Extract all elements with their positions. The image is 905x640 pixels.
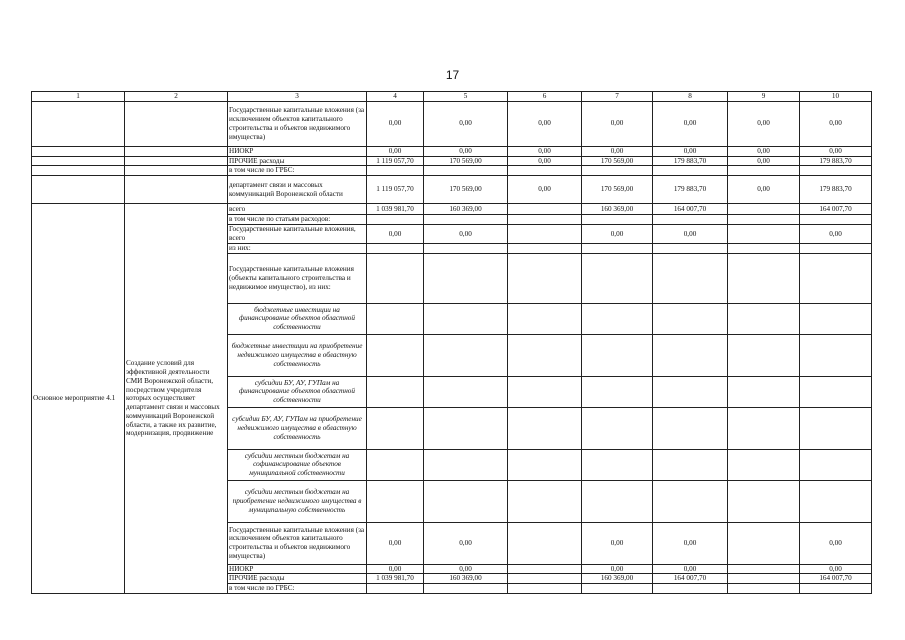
value-cell — [582, 407, 653, 449]
row-label: бюджетные инвестиции на финансирование объектов областной собственности — [228, 303, 367, 334]
header-cell: 10 — [800, 92, 872, 102]
value-cell — [508, 584, 582, 594]
value-cell: 0,00 — [800, 224, 872, 243]
row-label: субсидии местным бюджетам на софинансирование объектов муниципальной собственности — [228, 449, 367, 480]
event-name: Создание условий для эффективной деятельности СМИ Воронежской области, посредством учредителя которых осуществляет департамент связи и массовых коммуникаций Воронежской области, а также их развитие, модернизация, продвижение — [125, 204, 228, 594]
value-cell — [582, 480, 653, 522]
value-cell — [800, 584, 872, 594]
row-label: из них: — [228, 243, 367, 253]
value-cell: 170 569,00 — [582, 176, 653, 204]
value-cell: 0,00 — [582, 522, 653, 564]
value-cell — [653, 243, 728, 253]
value-cell — [582, 376, 653, 407]
name-cell — [125, 146, 228, 156]
value-cell — [424, 243, 508, 253]
name-cell — [125, 101, 228, 146]
value-cell — [424, 449, 508, 480]
value-cell: 164 007,70 — [800, 204, 872, 215]
value-cell: 0,00 — [508, 146, 582, 156]
value-cell — [582, 303, 653, 334]
value-cell — [367, 449, 424, 480]
row-label: бюджетные инвестиции на приобретение недвижимого имущества в областную собственность — [228, 334, 367, 376]
row-label: НИОКР — [228, 564, 367, 574]
value-cell: 160 369,00 — [424, 204, 508, 215]
value-cell — [728, 166, 800, 176]
header-cell: 7 — [582, 92, 653, 102]
value-cell — [582, 215, 653, 225]
row-label: Государственные капитальные вложения (объекты капитального строительства и недвижимое имущество), из них: — [228, 253, 367, 303]
value-cell — [424, 253, 508, 303]
value-cell: 179 883,70 — [653, 156, 728, 166]
value-cell: 0,00 — [367, 564, 424, 574]
value-cell — [728, 215, 800, 225]
header-cell: 3 — [228, 92, 367, 102]
value-cell — [508, 574, 582, 584]
row-label: департамент связи и массовых коммуникаций Воронежской области — [228, 176, 367, 204]
value-cell — [728, 334, 800, 376]
value-cell — [728, 303, 800, 334]
value-cell: 0,00 — [728, 176, 800, 204]
value-cell — [424, 407, 508, 449]
row-label: ПРОЧИЕ расходы — [228, 156, 367, 166]
value-cell: 0,00 — [728, 146, 800, 156]
row-label: в том числе по ГРБС: — [228, 166, 367, 176]
value-cell — [424, 584, 508, 594]
row-label: ПРОЧИЕ расходы — [228, 574, 367, 584]
value-cell: 179 883,70 — [653, 176, 728, 204]
status-cell — [32, 101, 125, 146]
value-cell — [800, 253, 872, 303]
status-cell — [32, 146, 125, 156]
value-cell — [508, 243, 582, 253]
value-cell — [728, 522, 800, 564]
value-cell: 0,00 — [508, 156, 582, 166]
value-cell — [508, 522, 582, 564]
value-cell — [728, 376, 800, 407]
value-cell — [653, 303, 728, 334]
value-cell — [582, 166, 653, 176]
value-cell — [367, 334, 424, 376]
value-cell — [508, 215, 582, 225]
value-cell — [653, 215, 728, 225]
value-cell — [728, 243, 800, 253]
value-cell: 0,00 — [582, 564, 653, 574]
value-cell — [582, 449, 653, 480]
value-cell — [653, 253, 728, 303]
value-cell — [508, 166, 582, 176]
value-cell — [653, 584, 728, 594]
event-status: Основное мероприятие 4.1 — [32, 204, 125, 594]
name-cell — [125, 176, 228, 204]
value-cell — [800, 376, 872, 407]
value-cell — [800, 166, 872, 176]
value-cell — [367, 407, 424, 449]
value-cell — [424, 166, 508, 176]
value-cell: 0,00 — [424, 564, 508, 574]
row-label: НИОКР — [228, 146, 367, 156]
value-cell: 164 007,70 — [653, 204, 728, 215]
value-cell: 0,00 — [582, 146, 653, 156]
value-cell — [424, 376, 508, 407]
value-cell: 179 883,70 — [800, 156, 872, 166]
value-cell: 164 007,70 — [800, 574, 872, 584]
value-cell — [653, 407, 728, 449]
value-cell: 0,00 — [653, 224, 728, 243]
status-cell — [32, 166, 125, 176]
value-cell: 0,00 — [582, 101, 653, 146]
value-cell — [582, 584, 653, 594]
value-cell — [653, 166, 728, 176]
value-cell — [800, 334, 872, 376]
header-cell: 5 — [424, 92, 508, 102]
value-cell — [728, 253, 800, 303]
value-cell: 170 569,00 — [424, 176, 508, 204]
value-cell: 170 569,00 — [424, 156, 508, 166]
value-cell — [728, 564, 800, 574]
table-row — [32, 204, 872, 215]
value-cell — [728, 407, 800, 449]
value-cell — [508, 376, 582, 407]
value-cell: 0,00 — [653, 564, 728, 574]
value-cell — [800, 215, 872, 225]
value-cell: 0,00 — [582, 224, 653, 243]
value-cell — [424, 303, 508, 334]
value-cell — [367, 166, 424, 176]
value-cell — [367, 584, 424, 594]
value-cell: 0,00 — [367, 146, 424, 156]
value-cell: 0,00 — [653, 146, 728, 156]
value-cell: 0,00 — [367, 101, 424, 146]
value-cell: 0,00 — [424, 522, 508, 564]
value-cell — [653, 449, 728, 480]
row-label: Государственные капитальные вложения, всего — [228, 224, 367, 243]
table-row — [32, 146, 872, 156]
value-cell — [800, 480, 872, 522]
value-cell: 0,00 — [508, 101, 582, 146]
header-cell: 1 — [32, 92, 125, 102]
value-cell — [728, 204, 800, 215]
value-cell: 164 007,70 — [653, 574, 728, 584]
header-cell: 2 — [125, 92, 228, 102]
value-cell: 0,00 — [424, 224, 508, 243]
value-cell — [728, 224, 800, 243]
value-cell: 160 369,00 — [424, 574, 508, 584]
value-cell: 0,00 — [728, 101, 800, 146]
value-cell — [728, 574, 800, 584]
value-cell: 0,00 — [800, 146, 872, 156]
value-cell — [367, 243, 424, 253]
value-cell: 1 119 057,70 — [367, 176, 424, 204]
value-cell — [728, 449, 800, 480]
status-cell — [32, 176, 125, 204]
value-cell — [728, 480, 800, 522]
value-cell — [728, 584, 800, 594]
value-cell: 0,00 — [367, 522, 424, 564]
header-cell: 8 — [653, 92, 728, 102]
value-cell — [508, 449, 582, 480]
value-cell: 0,00 — [367, 224, 424, 243]
row-label: субсидии БУ, АУ, ГУПам на приобретение недвижимого имущества в областную собственность — [228, 407, 367, 449]
value-cell: 170 569,00 — [582, 156, 653, 166]
value-cell — [800, 303, 872, 334]
name-cell — [125, 166, 228, 176]
value-cell: 0,00 — [653, 101, 728, 146]
header-cell: 4 — [367, 92, 424, 102]
value-cell — [367, 303, 424, 334]
value-cell — [508, 303, 582, 334]
value-cell: 1 039 981,70 — [367, 574, 424, 584]
header-cell: 9 — [728, 92, 800, 102]
value-cell — [653, 334, 728, 376]
status-cell — [32, 156, 125, 166]
row-label: субсидии местным бюджетам на приобретение недвижимого имущества в муниципальную собственность — [228, 480, 367, 522]
value-cell — [508, 334, 582, 376]
value-cell — [424, 215, 508, 225]
value-cell — [653, 480, 728, 522]
value-cell — [367, 215, 424, 225]
value-cell — [582, 334, 653, 376]
value-cell: 0,00 — [800, 101, 872, 146]
value-cell — [367, 376, 424, 407]
value-cell: 0,00 — [800, 522, 872, 564]
row-label: в том числе по статьям расходов: — [228, 215, 367, 225]
table-row — [32, 176, 872, 204]
value-cell: 179 883,70 — [800, 176, 872, 204]
value-cell: 160 369,00 — [582, 574, 653, 584]
value-cell: 0,00 — [728, 156, 800, 166]
value-cell — [424, 334, 508, 376]
value-cell: 0,00 — [424, 146, 508, 156]
value-cell — [367, 253, 424, 303]
value-cell — [508, 224, 582, 243]
value-cell: 1 039 981,70 — [367, 204, 424, 215]
row-label: в том числе по ГРБС: — [228, 584, 367, 594]
table-row — [32, 166, 872, 176]
value-cell: 0,00 — [653, 522, 728, 564]
value-cell — [800, 407, 872, 449]
header-row — [32, 92, 872, 102]
header-cell: 6 — [508, 92, 582, 102]
value-cell: 0,00 — [800, 564, 872, 574]
name-cell — [125, 156, 228, 166]
table-row — [32, 101, 872, 146]
budget-table — [31, 91, 872, 594]
value-cell — [424, 480, 508, 522]
value-cell — [582, 243, 653, 253]
row-label: Государственные капитальные вложения (за исключением объектов капитального строительства и объектов недвижимого имущества) — [228, 101, 367, 146]
value-cell — [508, 204, 582, 215]
value-cell — [508, 253, 582, 303]
row-label: всего — [228, 204, 367, 215]
value-cell: 1 119 057,70 — [367, 156, 424, 166]
value-cell — [508, 564, 582, 574]
row-label: Государственные капитальные вложения (за исключением объектов капитального строительства и объектов недвижимого имущества) — [228, 522, 367, 564]
table-row — [32, 156, 872, 166]
table-body — [32, 92, 872, 594]
value-cell — [508, 407, 582, 449]
value-cell — [582, 253, 653, 303]
value-cell — [508, 480, 582, 522]
value-cell — [800, 449, 872, 480]
value-cell — [800, 243, 872, 253]
value-cell: 0,00 — [424, 101, 508, 146]
value-cell: 160 369,00 — [582, 204, 653, 215]
value-cell — [367, 480, 424, 522]
row-label: субсидии БУ, АУ, ГУПам на финансирование объектов областной собственности — [228, 376, 367, 407]
value-cell: 0,00 — [508, 176, 582, 204]
page-number: 17 — [445, 68, 460, 82]
value-cell — [653, 376, 728, 407]
